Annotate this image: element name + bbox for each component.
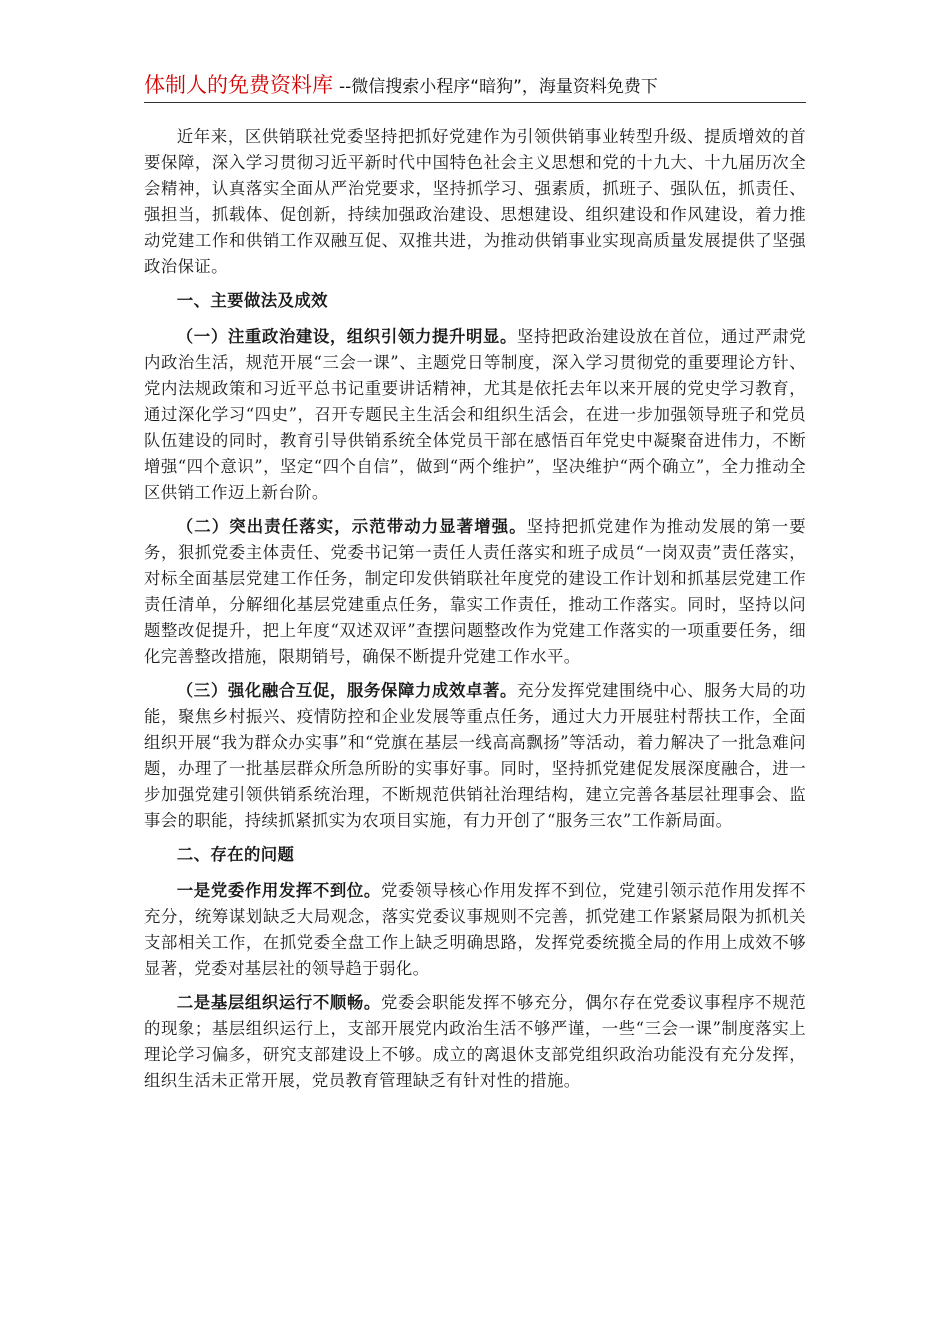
item-body: 充分发挥党建围绕中心、服务大局的功能，聚焦乡村振兴、疫情防控和企业发展等重点任务，通过大力开展驻村帮扶工作，全面组织开展“我为群众办实事”和“党旗在基层一线高高飘扬”等活动，着力解决了一批急难问题，办理了一批基层群众所急所盼的实事好事。同时，坚持抓党建促发展深度融合，进一步加强党建引领供销系统治理，不断规范供销社治理结构，建立完善各基层社理事会、监事会的职能，持续抓紧抓实为农项目实施，有力开创了“服务三农”工作新局面。 xyxy=(144,681,806,830)
section-1-item-2 xyxy=(144,514,806,670)
item-body: 坚持把政治建设放在首位，通过严肃党内政治生活，规范开展“三会一课”、主题党日等制度，深入学习贯彻党的重要理论方针、党内法规政策和习近平总书记重要讲话精神，尤其是依托去年以来开展的党史学习教育，通过深化学习“四史”，召开专题民主生活会和组织生活会，在进一步加强领导班子和党员队伍建设的同时，教育引导供销系统全体党员干部在感悟百年党史中凝聚奋进伟力，不断增强“四个意识”，坚定“四个自信”，做到“两个维护”，坚决维护“两个确立”，全力推动全区供销工作迈上新台阶。 xyxy=(144,327,806,502)
item-lead: 一是党委作用发挥不到位。 xyxy=(176,881,381,900)
item-body: 坚持把抓党建作为推动发展的第一要务，狠抓党委主体责任、党委书记第一责任人责任落实和班子成员“一岗双责”责任落实，对标全面基层党建工作任务，制定印发供销联社年度党的建设工作计划和抓基层党建工作责任清单，分解细化基层党建重点任务，靠实工作责任，推动工作落实。同时，坚持以问题整改促提升，把上年度“双述双评”查摆问题整改作为党建工作落实的一项重要任务，细化完善整改措施，限期销号，确保不断提升党建工作水平。 xyxy=(144,517,806,666)
section-1-title: 一、主要做法及成效 xyxy=(176,291,328,310)
section-1-item-3 xyxy=(144,678,806,834)
item-lead: （一）注重政治建设，组织引领力提升明显。 xyxy=(176,327,518,346)
section-heading xyxy=(144,842,806,868)
item-body: 党委会职能发挥不够充分，偶尔存在党委议事程序不规范的现象；基层组织运行上，支部开展党内政治生活不够严谨，一些“三会一课”制度落实上理论学习偏多，研究支部建设上不够。成立的离退休支部党组织政治功能没有充分发挥，组织生活未正常开展，党员教育管理缺乏有针对性的措施。 xyxy=(144,993,806,1090)
item-lead: （二）突出责任落实，示范带动力显著增强。 xyxy=(176,517,527,536)
section-2-item-1 xyxy=(144,878,806,982)
intro-paragraph: 近年来，区供销联社党委坚持把抓好党建作为引领供销事业转型升级、提质增效的首要保障，深入学习贯彻习近平新时代中国特色社会主义思想和党的十九大、十九届历次全会精神，认真落实全面从严治党要求，坚持抓学习、强素质，抓班子、强队伍，抓责任、强担当，抓载体、促创新，持续加强政治建设、思想建设、组织建设和作风建设，着力推动党建工作和供销工作双融互促、双推共进，为推动供销事业实现高质量发展提供了坚强政治保证。 xyxy=(144,127,806,276)
section-heading xyxy=(144,288,806,314)
section-1-item-1 xyxy=(144,324,806,506)
page-header xyxy=(144,70,806,103)
item-lead: （三）强化融合互促，服务保障力成效卓著。 xyxy=(176,681,518,700)
section-2-title: 二、存在的问题 xyxy=(176,845,295,864)
header-brand: 体制人的免费资料库 xyxy=(144,73,333,97)
header-subtitle: --微信搜索小程序“暗狗”，海量资料免费下 xyxy=(339,77,658,97)
document-body xyxy=(144,124,806,1102)
section-2-item-2 xyxy=(144,990,806,1094)
item-body: 党委领导核心作用发挥不到位，党建引领示范作用发挥不充分，统筹谋划缺乏大局观念，落实党委议事规则不完善，抓党建工作紧紧局限为抓机关支部相关工作，在抓党委全盘工作上缺乏明确思路，发挥党委统揽全局的作用上成效不够显著，党委对基层社的领导趋于弱化。 xyxy=(144,881,806,978)
item-lead: 二是基层组织运行不顺畅。 xyxy=(176,993,381,1012)
